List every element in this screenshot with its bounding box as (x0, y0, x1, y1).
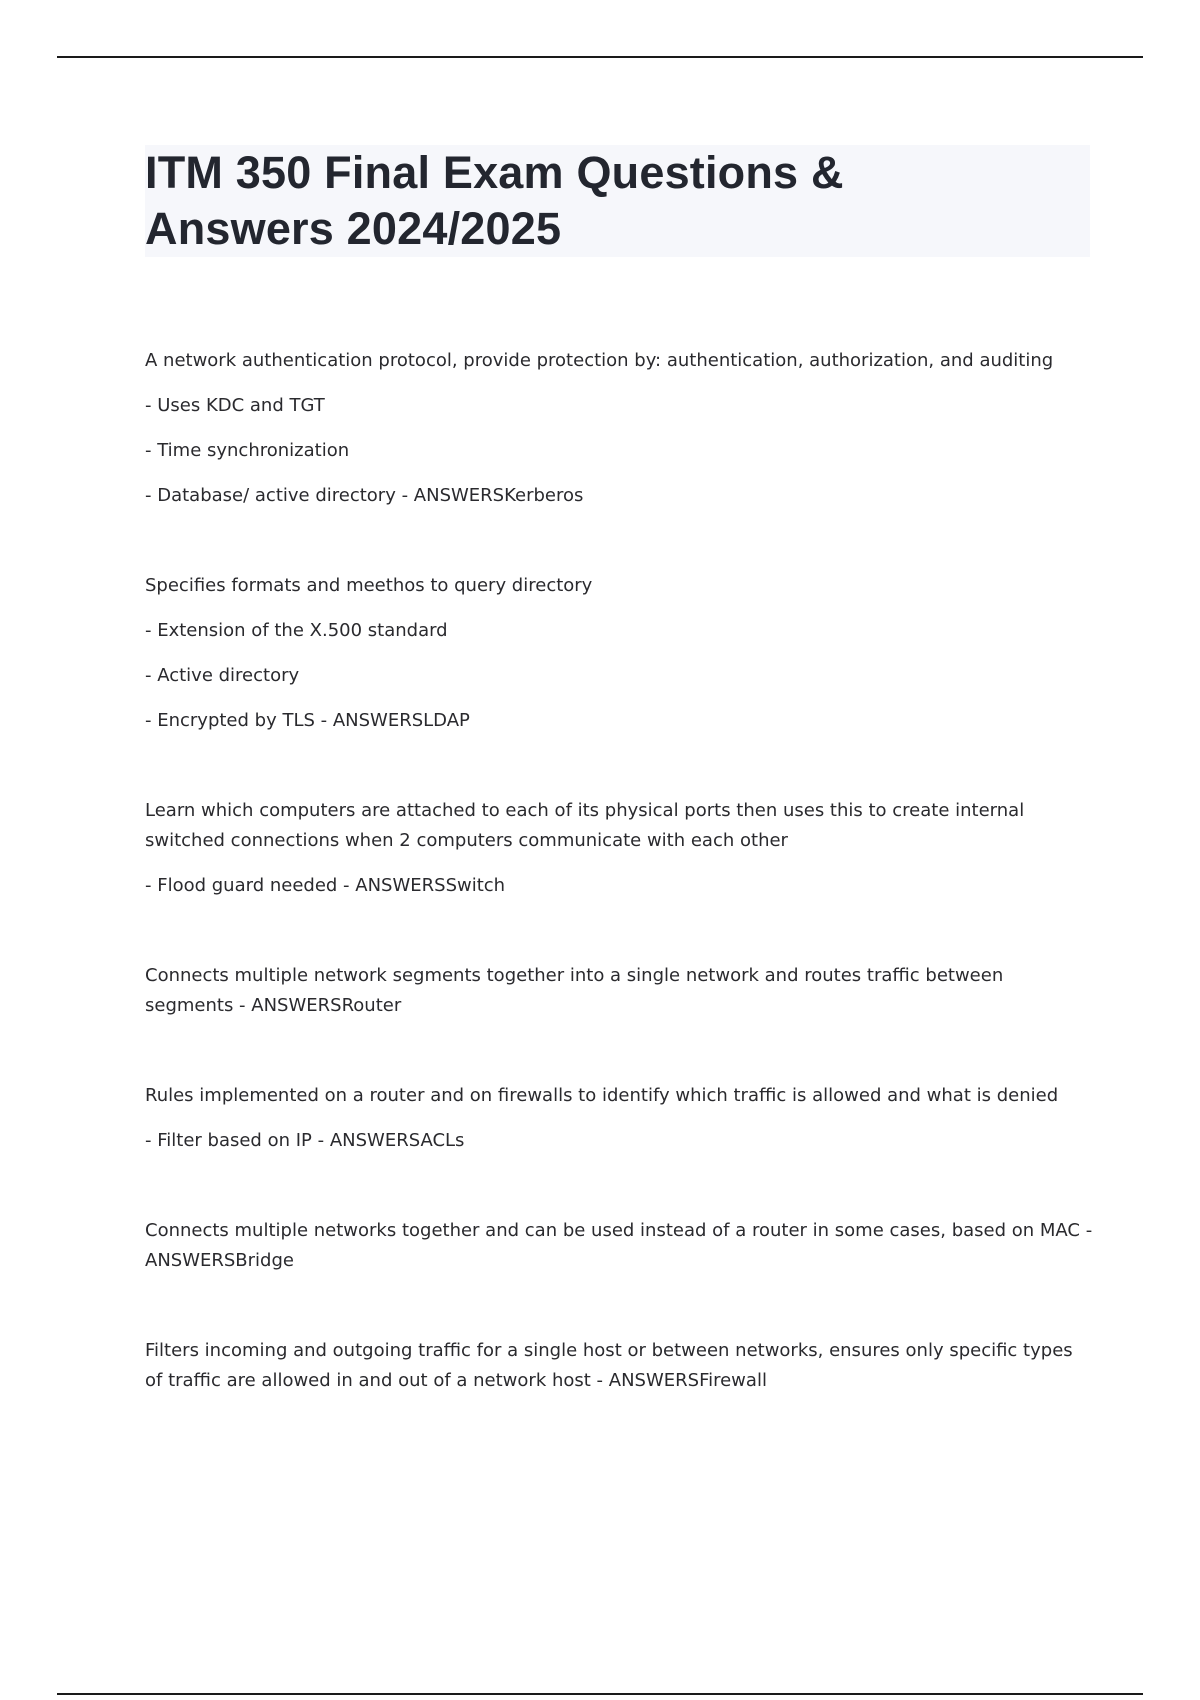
qa-item (145, 1081, 1095, 1156)
qa-question-text: A network authentication protocol, provide protection by: authentication, authorization, and auditing (145, 350, 1054, 371)
title-block (145, 145, 1090, 257)
header-rule (57, 56, 1143, 58)
qa-question-text: Filters incoming and outgoing traffic for a single host or between networks, ensures only specific types of traffic are allowed in and out of a network host - ANSWERSFirewall (145, 1340, 1073, 1391)
qa-detail-line: - Time synchronization (145, 440, 350, 461)
qa-question-text: Connects multiple networks together and can be used instead of a router in some cases, based on MAC - ANSWERSBridge (145, 1220, 1093, 1271)
qa-detail-line: - Extension of the X.500 standard (145, 620, 448, 641)
qa-detail-line: - Flood guard needed - ANSWERSSwitch (145, 875, 506, 896)
qa-item (145, 796, 1095, 901)
qa-item (145, 1336, 1095, 1396)
qa-item (145, 571, 1095, 736)
qa-detail-line: - Active directory (145, 665, 300, 686)
qa-item (145, 961, 1095, 1021)
qa-question-text: Connects multiple network segments together into a single network and routes traffic between segments - ANSWERSRouter (145, 965, 1004, 1016)
qa-item (145, 1216, 1095, 1276)
qa-detail-line: - Database/ active directory - ANSWERSKerberos (145, 485, 584, 506)
qa-question-text: Specifies formats and meethos to query directory (145, 575, 593, 596)
qa-question-text: Rules implemented on a router and on firewalls to identify which traffic is allowed and what is denied (145, 1085, 1059, 1106)
footer-rule (57, 1693, 1143, 1695)
qa-detail-line: - Uses KDC and TGT (145, 395, 325, 416)
document-title (145, 145, 1090, 257)
title-line-1: ITM 350 Final Exam Questions & (145, 147, 844, 198)
qa-detail-line: - Filter based on IP - ANSWERSACLs (145, 1130, 465, 1151)
title-line-2: Answers 2024/2025 (145, 203, 562, 254)
qa-detail-line: - Encrypted by TLS - ANSWERSLDAP (145, 710, 470, 731)
qa-item (145, 346, 1095, 511)
qa-question-text: Learn which computers are attached to each of its physical ports then uses this to create internal switched connections when 2 computers communicate with each other (145, 800, 1025, 851)
qa-list (145, 346, 1095, 1456)
